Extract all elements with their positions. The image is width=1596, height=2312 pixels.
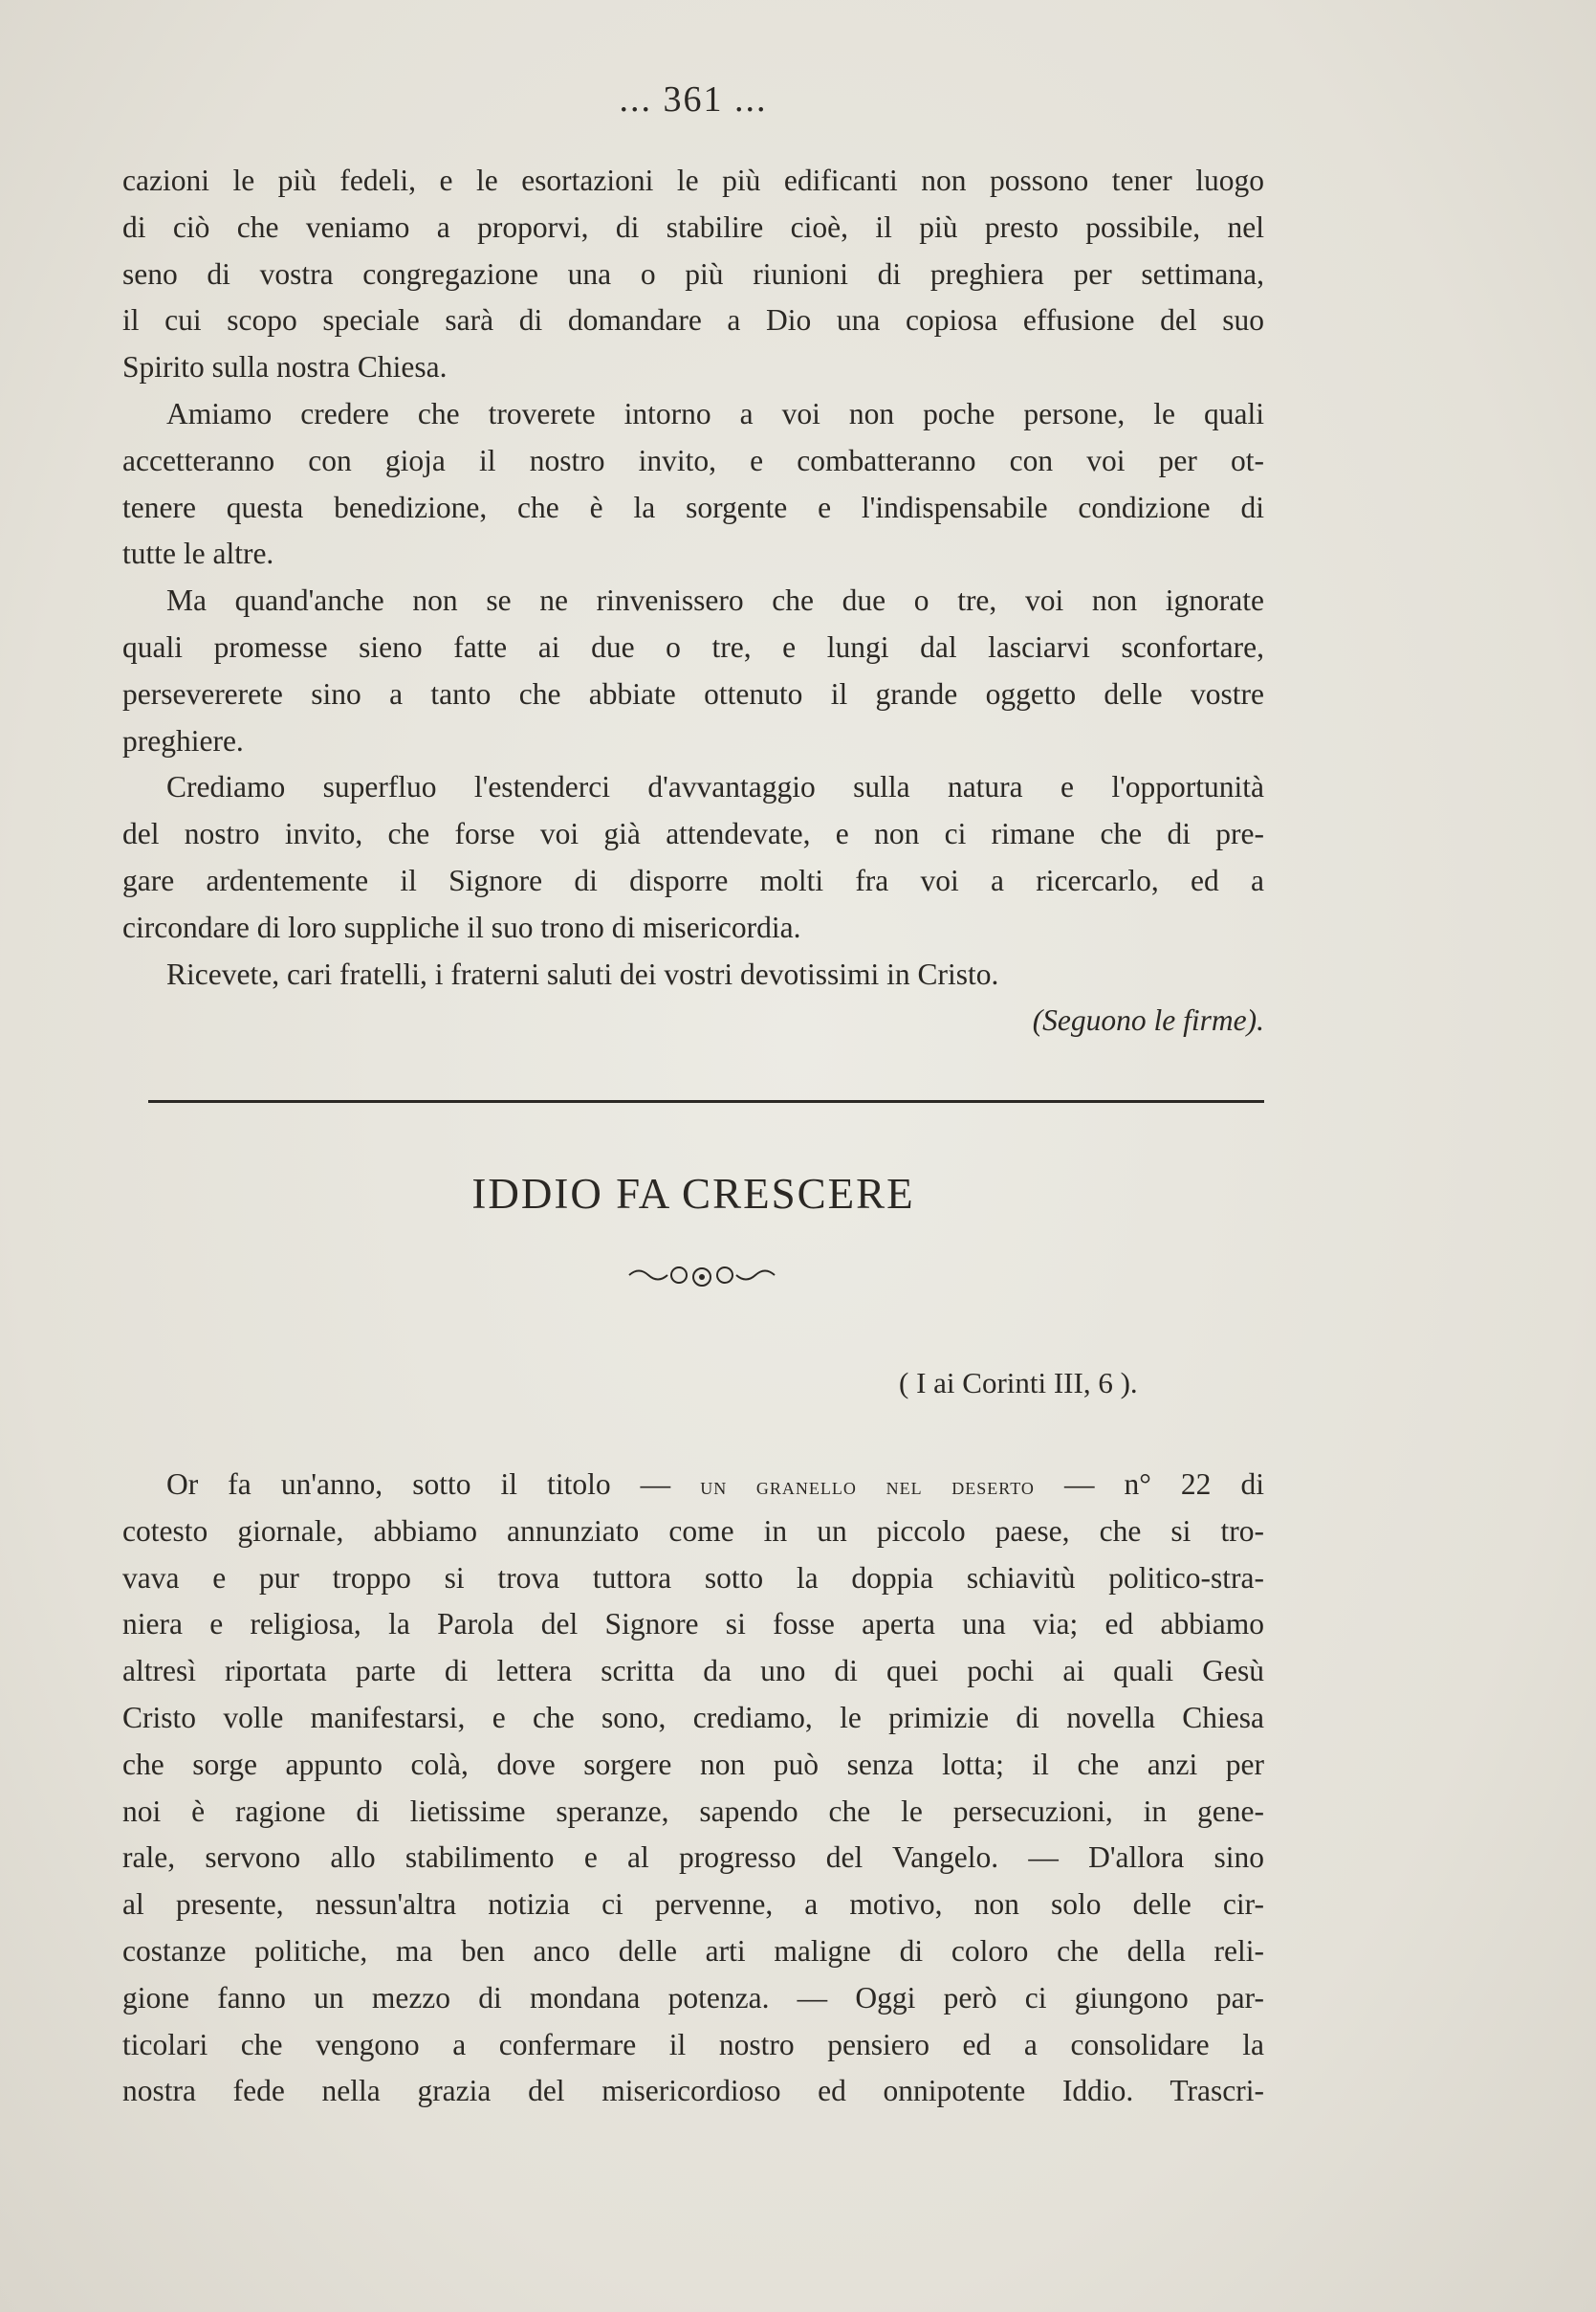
signature-note: (Seguono le firme). — [1032, 1003, 1264, 1038]
text-line: al presente, nessun'altra notizia ci pervenne, a motivo, non solo delle cir- — [122, 1887, 1264, 1922]
text-line: tutte le altre. — [122, 537, 274, 571]
text-line: Ricevete, cari fratelli, i fraterni saluti dei vostri devotissimi in Cristo. — [166, 957, 999, 991]
article-body — [122, 1462, 1264, 2115]
text-span: Or fa un'anno, sotto il titolo — — [166, 1467, 701, 1501]
quoted-title: un granello nel deserto — [700, 1472, 1035, 1500]
text-line: Crediamo superfluo l'estenderci d'avvantaggio sulla natura e l'opportunità — [166, 770, 1264, 804]
text-line: Spirito sulla nostra Chiesa. — [122, 350, 448, 385]
text-line: Ma quand'anche non se ne rinvenissero che due o tre, voi non ignorate — [166, 584, 1264, 618]
text-span: — n° 22 di — [1034, 1467, 1265, 1501]
scripture-reference: ( I ai Corinti III, 6 ). — [899, 1366, 1138, 1399]
letter-body — [122, 158, 1264, 1045]
text-line: quali promesse sieno fatte ai due o tre, e lungi dal lasciarvi sconfortare, — [122, 629, 1264, 664]
text-line: costanze politiche, ma ben anco delle arti maligne di coloro che della reli- — [122, 1933, 1264, 1968]
text-line: rale, servono allo stabilimento e al progresso del Vangelo. — D'allora sino — [122, 1840, 1264, 1875]
text-line: ticolari che vengono a confermare il nostro pensiero ed a consolidare la — [122, 2027, 1264, 2061]
text-line: di ciò che veniamo a proporvi, di stabilire cioè, il più presto possibile, nel — [122, 209, 1264, 244]
text-line: circondare di loro suppliche il suo trono di misericordia. — [122, 910, 801, 944]
text-line: cazioni le più fedeli, e le esortazioni le più edificanti non possono tener luogo — [122, 164, 1264, 197]
text-line: gione fanno un mezzo di mondana potenza. — Oggi però ci giungono par- — [122, 1980, 1264, 2015]
text-line: preghiere. — [122, 723, 244, 758]
section-divider — [148, 1100, 1264, 1103]
text-line: cotesto giornale, abbiamo annunziato come in un piccolo paese, che si tro- — [122, 1513, 1264, 1548]
text-line: vava e pur troppo si trova tuttora sotto la doppia schiavitù politico-stra- — [122, 1560, 1264, 1595]
text-line: il cui scopo speciale sarà di domandare a Dio una copiosa effusione del suo — [122, 303, 1264, 338]
text-line: Cristo volle manifestarsi, e che sono, crediamo, le primizie di novella Chiesa — [122, 1700, 1264, 1734]
text-line: altresì riportata parte di lettera scritta da uno di quei pochi ai quali Gesù — [122, 1654, 1264, 1688]
section-title: IDDIO FA CRESCERE — [471, 1170, 915, 1218]
text-line: del nostro invito, che forse voi già attendevate, e non ci rimane che di pre- — [122, 817, 1264, 851]
text-line: gare ardentemente il Signore di disporre molti fra voi a ricercarlo, ed a — [122, 863, 1264, 897]
text-line: noi è ragione di lietissime speranze, sapendo che le persecuzioni, in gene- — [122, 1794, 1264, 1828]
text-line: niera e religiosa, la Parola del Signore si fosse aperta una via; ed abbiamo — [122, 1607, 1264, 1641]
text-line: accetteranno con gioja il nostro invito, e combatteranno con voi per ot- — [122, 443, 1264, 477]
text-line: persevererete sino a tanto che abbiate ottenuto il grande oggetto delle vostre — [122, 676, 1264, 711]
ornament-flourish-icon — [625, 1261, 778, 1289]
page-number: ... 361 ... — [619, 79, 768, 120]
text-line: seno di vostra congregazione una o più riunioni di preghiera per settimana, — [122, 256, 1264, 291]
text-line — [122, 1462, 1264, 1508]
text-line: che sorge appunto colà, dove sorgere non può senza lotta; il che anzi per — [122, 1747, 1264, 1781]
text-line: Amiamo credere che troverete intorno a voi non poche persone, le quali — [166, 396, 1264, 430]
text-line: nostra fede nella grazia del misericordioso ed onnipotente Iddio. Trascri- — [122, 2074, 1264, 2108]
text-line: tenere questa benedizione, che è la sorgente e l'indispensabile condizione di — [122, 490, 1264, 524]
